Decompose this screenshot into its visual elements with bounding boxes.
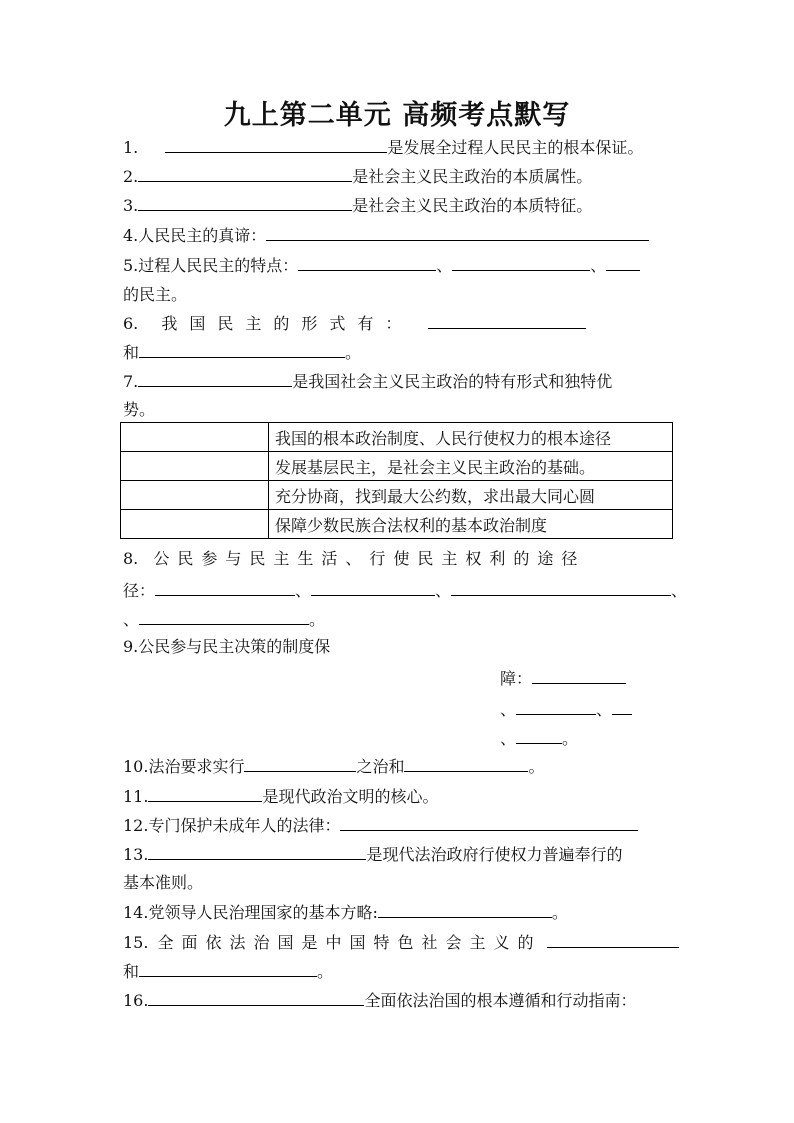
- question-5-cont: 的民主。: [123, 285, 188, 304]
- separator: 、: [435, 581, 452, 600]
- question-text: 全面依法治国是中国特色社会主义的: [157, 933, 542, 952]
- answer-blank[interactable]: [340, 815, 638, 831]
- question-15: [123, 932, 679, 953]
- question-12: [123, 815, 638, 836]
- period: 。: [551, 903, 568, 922]
- separator: 、: [590, 256, 607, 275]
- description-cell: 我国的根本政治制度、人民行使权力的根本途径: [269, 423, 673, 452]
- question-10: [123, 756, 545, 777]
- question-text: 党领导人民治理国家的基本方略:: [148, 903, 378, 922]
- period: 。: [317, 962, 334, 981]
- question-text: 专门保护未成年人的法律：: [148, 816, 341, 835]
- question-6-cont: [123, 342, 361, 363]
- separator: 、: [500, 700, 517, 719]
- question-text: 法治要求实行: [148, 757, 245, 776]
- answer-blank[interactable]: [244, 756, 356, 772]
- description-cell: 保障少数民族合法权利的基本政治制度: [269, 510, 673, 539]
- question-5: [123, 255, 640, 276]
- question-number: 11.: [123, 787, 149, 806]
- answer-blank[interactable]: [532, 668, 626, 684]
- connector: 和: [123, 962, 140, 981]
- question-text: 是我国社会主义民主政治的特有形式和独特优: [292, 372, 613, 391]
- separator: 、: [500, 729, 517, 748]
- period: 。: [309, 610, 326, 629]
- question-number: 12.: [123, 816, 149, 835]
- question-number: 5.: [123, 256, 139, 275]
- question-number: 15.: [123, 933, 149, 952]
- table-row: [121, 510, 673, 539]
- separator: 、: [436, 256, 453, 275]
- question-number: 1.: [123, 138, 139, 157]
- question-1: [123, 137, 643, 158]
- answer-blank[interactable]: [547, 932, 679, 948]
- separator: 、: [123, 610, 140, 629]
- question-13-cont: 基本准则。: [123, 873, 204, 892]
- question-number: 10.: [123, 757, 149, 776]
- table-row: [121, 481, 673, 510]
- period: 。: [345, 343, 362, 362]
- answer-blank[interactable]: [266, 225, 649, 241]
- answer-blank[interactable]: [378, 902, 552, 918]
- question-14: [123, 902, 568, 923]
- question-7: [123, 371, 612, 392]
- period: 。: [528, 757, 545, 776]
- question-text: 是社会主义民主政治的本质特征。: [352, 196, 593, 215]
- answer-blank[interactable]: [138, 195, 352, 211]
- question-16: [123, 990, 636, 1011]
- question-6: [123, 313, 586, 334]
- question-11: [123, 786, 438, 807]
- question-4: [123, 225, 649, 246]
- question-2: [123, 166, 592, 187]
- democracy-forms-table: [120, 422, 673, 539]
- question-13: [123, 844, 622, 865]
- answer-blank[interactable]: [428, 313, 586, 329]
- answer-blank[interactable]: [298, 255, 436, 271]
- answer-cell[interactable]: [121, 510, 269, 539]
- answer-blank[interactable]: [155, 580, 295, 596]
- question-8-cont2: [123, 609, 325, 630]
- question-number: 9.: [123, 637, 139, 656]
- table-row: [121, 452, 673, 481]
- answer-blank[interactable]: [148, 844, 366, 860]
- answer-blank[interactable]: [139, 609, 309, 625]
- answer-blank[interactable]: [148, 786, 262, 802]
- question-text: 是发展全过程人民民主的根本保证。: [387, 138, 644, 157]
- answer-blank[interactable]: [606, 255, 640, 271]
- connector: 和: [123, 343, 140, 362]
- question-number: 14.: [123, 903, 149, 922]
- question-9: [123, 637, 330, 657]
- question-text: 是现代法治政府行使权力普遍奉行的: [366, 845, 623, 864]
- answer-blank[interactable]: [451, 580, 671, 596]
- question-9-cont3: [500, 728, 578, 749]
- question-text: 之治和: [356, 757, 405, 776]
- answer-blank[interactable]: [452, 255, 590, 271]
- description-cell: 充分协商，找到最大公约数，求出最大同心圆: [269, 481, 673, 510]
- question-9-cont2: [500, 699, 632, 720]
- question-text: 全面依法治国的根本遵循和行动指南：: [364, 991, 637, 1010]
- answer-blank[interactable]: [139, 342, 345, 358]
- question-number: 2.: [123, 167, 139, 186]
- question-text: 是现代政治文明的核心。: [262, 787, 439, 806]
- answer-blank[interactable]: [612, 699, 632, 715]
- answer-cell[interactable]: [121, 481, 269, 510]
- question-number: 16.: [123, 991, 149, 1010]
- question-3: [123, 195, 592, 216]
- question-number: 3.: [123, 196, 139, 215]
- answer-blank[interactable]: [138, 166, 352, 182]
- question-text: 障：: [500, 669, 533, 688]
- question-number: 7.: [123, 372, 139, 391]
- question-8-cont: [123, 580, 687, 601]
- answer-cell[interactable]: [121, 423, 269, 452]
- separator: 、: [671, 581, 688, 600]
- answer-blank[interactable]: [516, 699, 596, 715]
- answer-blank[interactable]: [148, 990, 364, 1006]
- question-number: 4.: [123, 226, 139, 245]
- question-7-cont: 势。: [123, 400, 156, 419]
- separator: 、: [295, 581, 312, 600]
- answer-blank[interactable]: [516, 728, 562, 744]
- question-text: 人民民主的真谛：: [138, 226, 267, 245]
- description-cell: 发展基层民主，是社会主义民主政治的基础。: [269, 452, 673, 481]
- question-text: 过程人民民主的特点：: [138, 256, 299, 275]
- question-text: 是社会主义民主政治的本质属性。: [352, 167, 593, 186]
- question-9-cont: [500, 668, 626, 689]
- page-title: 九上第二单元 高频考点默写: [223, 100, 571, 131]
- question-number: 6.: [123, 314, 139, 333]
- answer-blank[interactable]: [165, 137, 387, 153]
- answer-blank[interactable]: [404, 756, 528, 772]
- answer-blank[interactable]: [138, 371, 292, 387]
- question-text: 径：: [123, 581, 156, 600]
- question-number: 8.: [123, 549, 139, 568]
- question-number: 13.: [123, 845, 149, 864]
- period: 。: [562, 729, 579, 748]
- answer-blank[interactable]: [139, 961, 317, 977]
- question-15-cont: [123, 961, 333, 982]
- question-text: 公民参与民主生活、行使民主权利的途径: [153, 549, 586, 568]
- table-row: [121, 423, 673, 452]
- separator: 、: [596, 700, 613, 719]
- answer-cell[interactable]: [121, 452, 269, 481]
- question-8: [123, 549, 585, 569]
- answer-blank[interactable]: [311, 580, 435, 596]
- question-text: 我国民主的形式有：: [161, 314, 414, 333]
- question-text: 公民参与民主决策的制度保: [138, 637, 331, 656]
